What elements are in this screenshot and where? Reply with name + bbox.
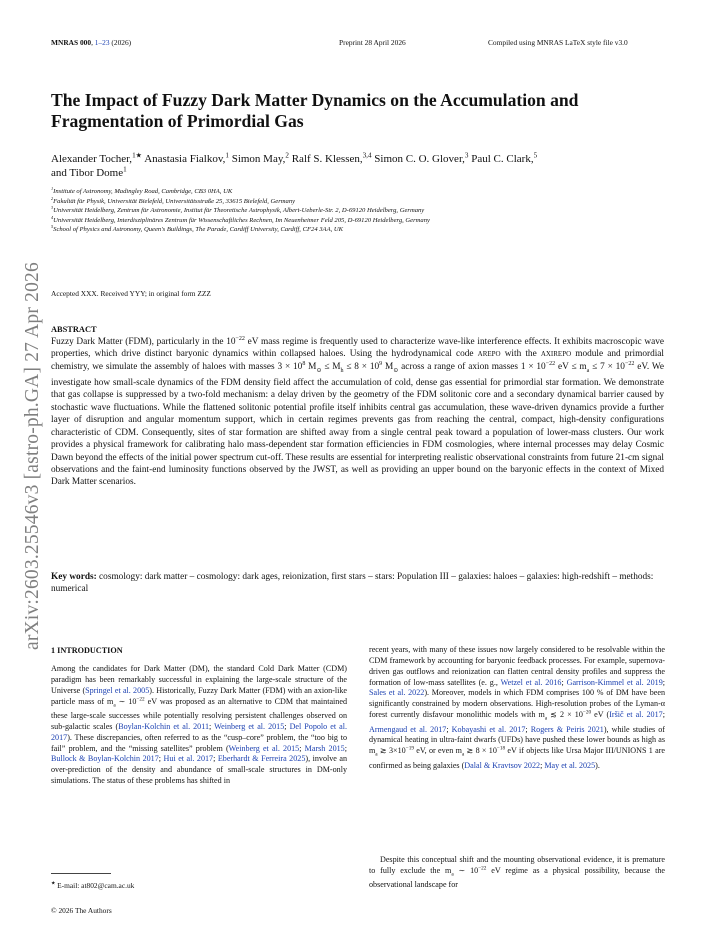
journal-name: MNRAS — [51, 38, 79, 47]
author: Ralf S. Klessen,$^{3,4}$ — [291, 151, 372, 165]
affiliation-list — [51, 187, 676, 235]
citation-link[interactable]: May et al. 2025 — [544, 760, 596, 770]
citation-link[interactable]: Weinberg et al. 2015 — [214, 721, 285, 731]
affiliation: $^4$Universität Heidelberg, Interdisziplinäres Zentrum für Wissenschaftliches Rechnen, Im Neuenheimer Feld 205, D-69120 Heidelberg, Germany — [51, 214, 430, 224]
footnote: ★ E-mail: at802@cam.ac.uk — [51, 881, 135, 890]
author: Simon C. O. Glover,$^3$ — [374, 151, 469, 165]
section-heading: 1 INTRODUCTION — [51, 646, 123, 655]
citation-link[interactable]: Sales et al. 2022 — [369, 688, 425, 698]
citation-link[interactable]: Hui et al. 2017 — [163, 754, 214, 764]
abstract-body: Fuzzy Dark Matter (FDM), particularly in the $10^{-22}$ eV mass regime is frequently used to characterize wave-like interference effects. It exhibits macroscopic wave properties, which drive distinct baryonic dynamics within collapsed haloes. Using the hydrodynamical code arepo with the axirepo module and primordial chemistry, we simulate the assembly of haloes with masses $3 \times 10^8$ $M_⊙ \le M_h \le 8 \times 10^9$ $M_⊙$ across a range of axion masses $1 \times 10^{-22}$ eV ≤ $m_a \le 7 \times 10^{-22}$ eV. We investigate how small-scale dynamics of the FDM density field affect the accumulation of cold, dense gas essential for primordial star formation. We demonstrate that gas collapse is suppressed by a two-fold mechanism: a delay driven by the geometry of the FDM solitonic core and a secondary dynamical barrier caused by stochastic wave fluctuations. While the flattened solitonic potential profile itself inhibits central gas accumulation, these wave-driven dynamics provide a further layer of disruption and angular momentum support, which in certain regimes prevents gas from reaching the central, compact, high-density configurations characteristic of CDM. Consequently, sites of star formation are shifted away from a single central peak toward a population of lower-mass clusters. Our work provides a physical framework for calibrating halo mass-dependent star formation efficiencies in FDM cosmologies, where internal processes may delay Cosmic Dawn beyond the effects of the initial power spectrum cut-off. These results are essential for interpreting realistic observational constraints from future 21-cm signal observations and the faint-end luminosity functions observed by the JWST, as well as providing an upper bound on the baryonic effects in the context of Mixed Dark Matter scenarios. — [51, 335, 665, 488]
citation-link[interactable]: Springel et al. 2005 — [85, 685, 150, 695]
author: Simon May,$^2$ — [231, 151, 289, 165]
paper-title: The Impact of Fuzzy Dark Matter Dynamics on the Accumulation and Fragmentation of Primordial Gas — [51, 90, 579, 131]
author-list — [51, 152, 676, 180]
copyright: © 2026 The Authors — [51, 906, 112, 915]
citation-link[interactable]: Armengaud et al. 2017 — [369, 724, 447, 734]
author: Alexander Tocher,$^{1★}$ — [51, 151, 143, 165]
intro-right-paragraph-2: Despite this conceptual shift and the mounting observational evidence, it is premature to fully exclude the $m_a$ ∼ $10^{-22}$ eV regime as a physical possibility, because the observational landscape for — [369, 855, 665, 890]
keywords-text: cosmology: dark matter – cosmology: dark ages, reionization, first stars – stars: Population III – galaxies: haloes – galaxies: high-redshift – methods: numerical — [51, 572, 654, 595]
intro-right-column: recent years, with many of these issues now largely considered to be resolvable within the CDM framework by accounting for baryonic feedback processes. For example, supernova-driven gas outflows and reionization can flatten central density profiles and suppress the formation of low-mass satellites (e. g., Wetzel et al. 2016; Garrison-Kimmel et al. 2019; Sales et al. 2022). Moreover, models in which FDM comprises 100 % of DM have been significantly constrained by modern observations. High-resolution probes of the Lyman-α forest currently disfavour monolithic models with $m_a$ ≲ $2 \times 10^{-20}$ eV (Iršič et al. 2017; Armengaud et al. 2017; Kobayashi et al. 2017; Rogers & Peiris 2021), while studies of dynamical heating in ultra-faint dwarfs (UFDs) have pushed these lower bounds as high as $m_a$ ≳ $3\times 10^{-19}$ eV, or even $m_a$ ≳ $8 \times 10^{-18}$ eV if objects like Ursa Major III/UNIONS 1 are confirmed as being galaxies (Dalal & Kravtsov 2022; May et al. 2025). — [369, 645, 666, 770]
citation-link[interactable]: Boylan-Kolchin et al. 2011 — [118, 721, 210, 731]
keywords — [51, 571, 664, 596]
affiliation: $^3$Universität Heidelberg, Zentrum für Astronomie, Institut für Theoretische Astrophysik, Albert-Ueberle-Str. 2, D-69120 Heidelberg, Germany — [51, 205, 425, 215]
code-name: axirepo — [540, 349, 572, 360]
running-header-preprint: Preprint 28 April 2026 — [339, 38, 406, 47]
citation-link[interactable]: Wetzel et al. 2016 — [500, 677, 562, 687]
author: Paul C. Clark,$^5$ — [471, 151, 538, 165]
page-range[interactable]: 1–23 — [94, 38, 110, 47]
citation-link[interactable]: Del Popolo et al. 2017 — [51, 721, 347, 742]
keywords-label: Key words: — [51, 572, 97, 582]
author: and Tibor Dome$^1$ — [51, 165, 127, 179]
citation-link[interactable]: Dalal & Kravtsov 2022 — [464, 760, 541, 770]
journal-year: (2026) — [111, 38, 132, 47]
footnote-star-icon: ★ — [51, 881, 56, 887]
running-header-journal: MNRAS 000, 1–23 (2026) — [51, 38, 132, 47]
accepted-line: Accepted XXX. Received YYY; in original form ZZZ — [51, 289, 211, 298]
author: Anastasia Fialkov,$^1$ — [144, 151, 229, 165]
intro-left-column: Among the candidates for Dark Matter (DM), the standard Cold Dark Matter (CDM) paradigm has been remarkably successful in explaining the large-scale structure of the Universe (Springel et al. 2005). Historically, Fuzzy Dark Matter (FDM) with an axion-like particle mass of $m_a$ ∼ $10^{-22}$ eV was proposed as an alternative to CDM that maintained these large-scale successes while potentially resolving persistent challenges observed on sub-galactic scales (Boylan-Kolchin et al. 2011; Weinberg et al. 2015; Del Popolo et al. 2017). These discrepancies, often referred to as the “cusp–core” problem, the “too big to fail” problem, and the “missing satellites” problem (Weinberg et al. 2015; Marsh 2015; Bullock & Boylan-Kolchin 2017; Hui et al. 2017; Eberhardt & Ferreira 2025), involve an over-prediction of the density and abundance of small-scale structures in DM-only simulations. The status of these problems has shifted in — [51, 664, 348, 786]
citation-link[interactable]: Bullock & Boylan-Kolchin 2017 — [51, 754, 159, 764]
running-header-compiled: Compiled using MNRAS LaTeX style file v3.0 — [488, 38, 628, 47]
footnote-rule — [51, 873, 111, 874]
affiliation: $^1$Institute of Astronomy, Madingley Road, Cambridge, CB3 0HA, UK — [51, 185, 233, 195]
citation-link[interactable]: Marsh 2015 — [304, 743, 345, 753]
abstract-heading: ABSTRACT — [51, 325, 97, 334]
citation-link[interactable]: Garrison-Kimmel et al. 2019 — [566, 677, 663, 687]
arxiv-stamp: arXiv:2603.25546v3 [astro-ph.GA] 27 Apr 2026 — [22, 262, 43, 650]
code-name: arepo — [477, 349, 501, 360]
citation-link[interactable]: Eberhardt & Ferreira 2025 — [217, 754, 306, 764]
citation-link[interactable]: Iršič et al. 2017 — [609, 710, 663, 720]
journal-volume: 000 — [79, 38, 92, 47]
affiliation: $^5$School of Physics and Astronomy, Queen's Buildings, The Parade, Cardiff University, Cardiff, CF24 3AA, UK — [51, 224, 344, 234]
citation-link[interactable]: Kobayashi et al. 2017 — [451, 724, 526, 734]
citation-link[interactable]: Weinberg et al. 2015 — [228, 743, 300, 753]
citation-link[interactable]: Rogers & Peiris 2021 — [530, 724, 604, 734]
affiliation: $^2$Fakultät für Physik, Universität Bielefeld, Universitätsstraße 25, 33615 Bielefeld, Germany — [51, 195, 296, 205]
